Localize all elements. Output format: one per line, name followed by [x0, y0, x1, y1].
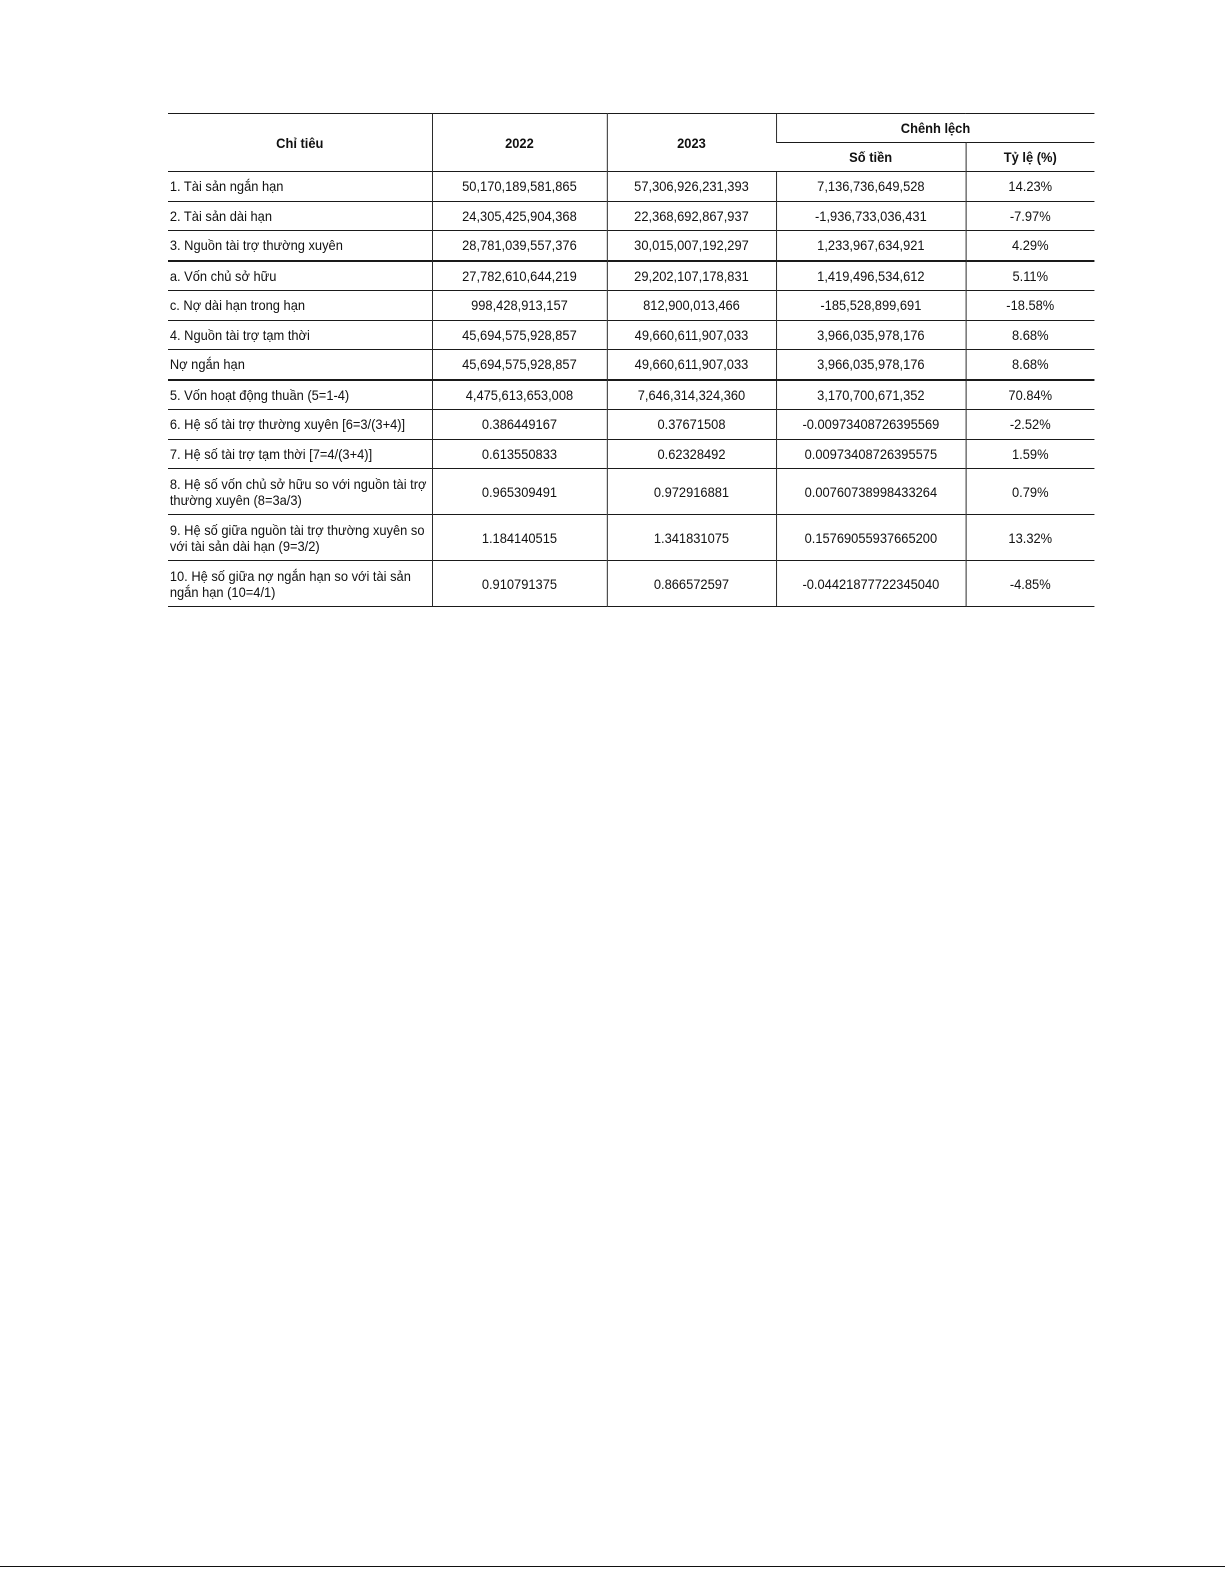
value-2023: 1.341831075: [607, 515, 776, 561]
difference-amount: 3,170,700,671,352: [776, 380, 966, 410]
table-row: [168, 350, 1094, 380]
value-2023: 57,306,926,231,393: [607, 172, 776, 202]
value-2022: 1.184140515: [432, 515, 607, 561]
difference-ratio: -18.58%: [966, 291, 1095, 321]
table-row: [168, 515, 1094, 561]
row-label: 7. Hệ số tài trợ tạm thời [7=4/(3+4)]: [168, 439, 432, 469]
table-row: [168, 261, 1094, 291]
difference-ratio: 13.32%: [966, 515, 1095, 561]
value-2023: 7,646,314,324,360: [607, 380, 776, 410]
value-2023: 812,900,013,466: [607, 291, 776, 321]
page-bottom-rule: [0, 1566, 1225, 1567]
value-2023: 22,368,692,867,937: [607, 201, 776, 231]
table-row: [168, 439, 1094, 469]
row-label: 1. Tài sản ngắn hạn: [168, 172, 432, 202]
table-row: [168, 231, 1094, 261]
difference-ratio: 1.59%: [966, 439, 1095, 469]
value-2023: 49,660,611,907,033: [607, 320, 776, 350]
difference-ratio: -2.52%: [966, 410, 1095, 440]
value-2022: 998,428,913,157: [432, 291, 607, 321]
value-2022: 45,694,575,928,857: [432, 320, 607, 350]
table-row: [168, 410, 1094, 440]
difference-ratio: -7.97%: [966, 201, 1095, 231]
value-2022: 4,475,613,653,008: [432, 380, 607, 410]
row-label: 4. Nguồn tài trợ tạm thời: [168, 320, 432, 350]
value-2023: 0.866572597: [607, 561, 776, 607]
value-2022: 0.965309491: [432, 469, 607, 515]
financial-comparison-table: [168, 113, 1094, 607]
difference-ratio: 8.68%: [966, 350, 1095, 380]
row-label: 10. Hệ số giữa nợ ngắn hạn so với tài sản ngắn hạn (10=4/1): [168, 561, 432, 607]
difference-amount: -0.04421877722345040: [776, 561, 966, 607]
difference-amount: 7,136,736,649,528: [776, 172, 966, 202]
row-label: a. Vốn chủ sở hữu: [168, 261, 432, 291]
row-label: 5. Vốn hoạt động thuần (5=1-4): [168, 380, 432, 410]
difference-amount: 0.15769055937665200: [776, 515, 966, 561]
table-row: [168, 380, 1094, 410]
value-2023: 30,015,007,192,297: [607, 231, 776, 261]
value-2022: 28,781,039,557,376: [432, 231, 607, 261]
difference-amount: 0.00973408726395575: [776, 439, 966, 469]
row-label: c. Nợ dài hạn trong hạn: [168, 291, 432, 321]
difference-ratio: -4.85%: [966, 561, 1095, 607]
header-difference: Chênh lệch: [776, 114, 1094, 143]
difference-amount: 0.00760738998433264: [776, 469, 966, 515]
value-2022: 0.910791375: [432, 561, 607, 607]
table-row: [168, 291, 1094, 321]
difference-amount: 3,966,035,978,176: [776, 320, 966, 350]
value-2023: 0.972916881: [607, 469, 776, 515]
value-2023: 0.62328492: [607, 439, 776, 469]
difference-amount: -185,528,899,691: [776, 291, 966, 321]
difference-amount: -0.00973408726395569: [776, 410, 966, 440]
header-year-2023: 2023: [607, 114, 776, 172]
header-amount: Số tiền: [776, 143, 966, 172]
value-2022: 0.613550833: [432, 439, 607, 469]
difference-ratio: 5.11%: [966, 261, 1095, 291]
value-2022: 45,694,575,928,857: [432, 350, 607, 380]
header-ratio: Tỷ lệ (%): [966, 143, 1095, 172]
difference-ratio: 0.79%: [966, 469, 1095, 515]
row-label: 8. Hệ số vốn chủ sở hữu so với nguồn tài trợ thường xuyên (8=3a/3): [168, 469, 432, 515]
value-2022: 24,305,425,904,368: [432, 201, 607, 231]
row-label: 2. Tài sản dài hạn: [168, 201, 432, 231]
value-2022: 0.386449167: [432, 410, 607, 440]
difference-ratio: 4.29%: [966, 231, 1095, 261]
difference-ratio: 8.68%: [966, 320, 1095, 350]
header-indicator: Chỉ tiêu: [168, 114, 432, 172]
row-label: 3. Nguồn tài trợ thường xuyên: [168, 231, 432, 261]
difference-amount: 1,419,496,534,612: [776, 261, 966, 291]
value-2023: 29,202,107,178,831: [607, 261, 776, 291]
value-2023: 49,660,611,907,033: [607, 350, 776, 380]
difference-amount: 1,233,967,634,921: [776, 231, 966, 261]
table-row: [168, 561, 1094, 607]
row-label: 9. Hệ số giữa nguồn tài trợ thường xuyên so với tài sản dài hạn (9=3/2): [168, 515, 432, 561]
table-header-row: [168, 114, 1094, 143]
table-row: [168, 172, 1094, 202]
row-label: 6. Hệ số tài trợ thường xuyên [6=3/(3+4)]: [168, 410, 432, 440]
difference-ratio: 14.23%: [966, 172, 1095, 202]
header-year-2022: 2022: [432, 114, 607, 172]
table-row: [168, 201, 1094, 231]
difference-amount: 3,966,035,978,176: [776, 350, 966, 380]
value-2022: 50,170,189,581,865: [432, 172, 607, 202]
difference-ratio: 70.84%: [966, 380, 1095, 410]
difference-amount: -1,936,733,036,431: [776, 201, 966, 231]
table-row: [168, 320, 1094, 350]
value-2023: 0.37671508: [607, 410, 776, 440]
table-row: [168, 469, 1094, 515]
row-label: Nợ ngắn hạn: [168, 350, 432, 380]
value-2022: 27,782,610,644,219: [432, 261, 607, 291]
